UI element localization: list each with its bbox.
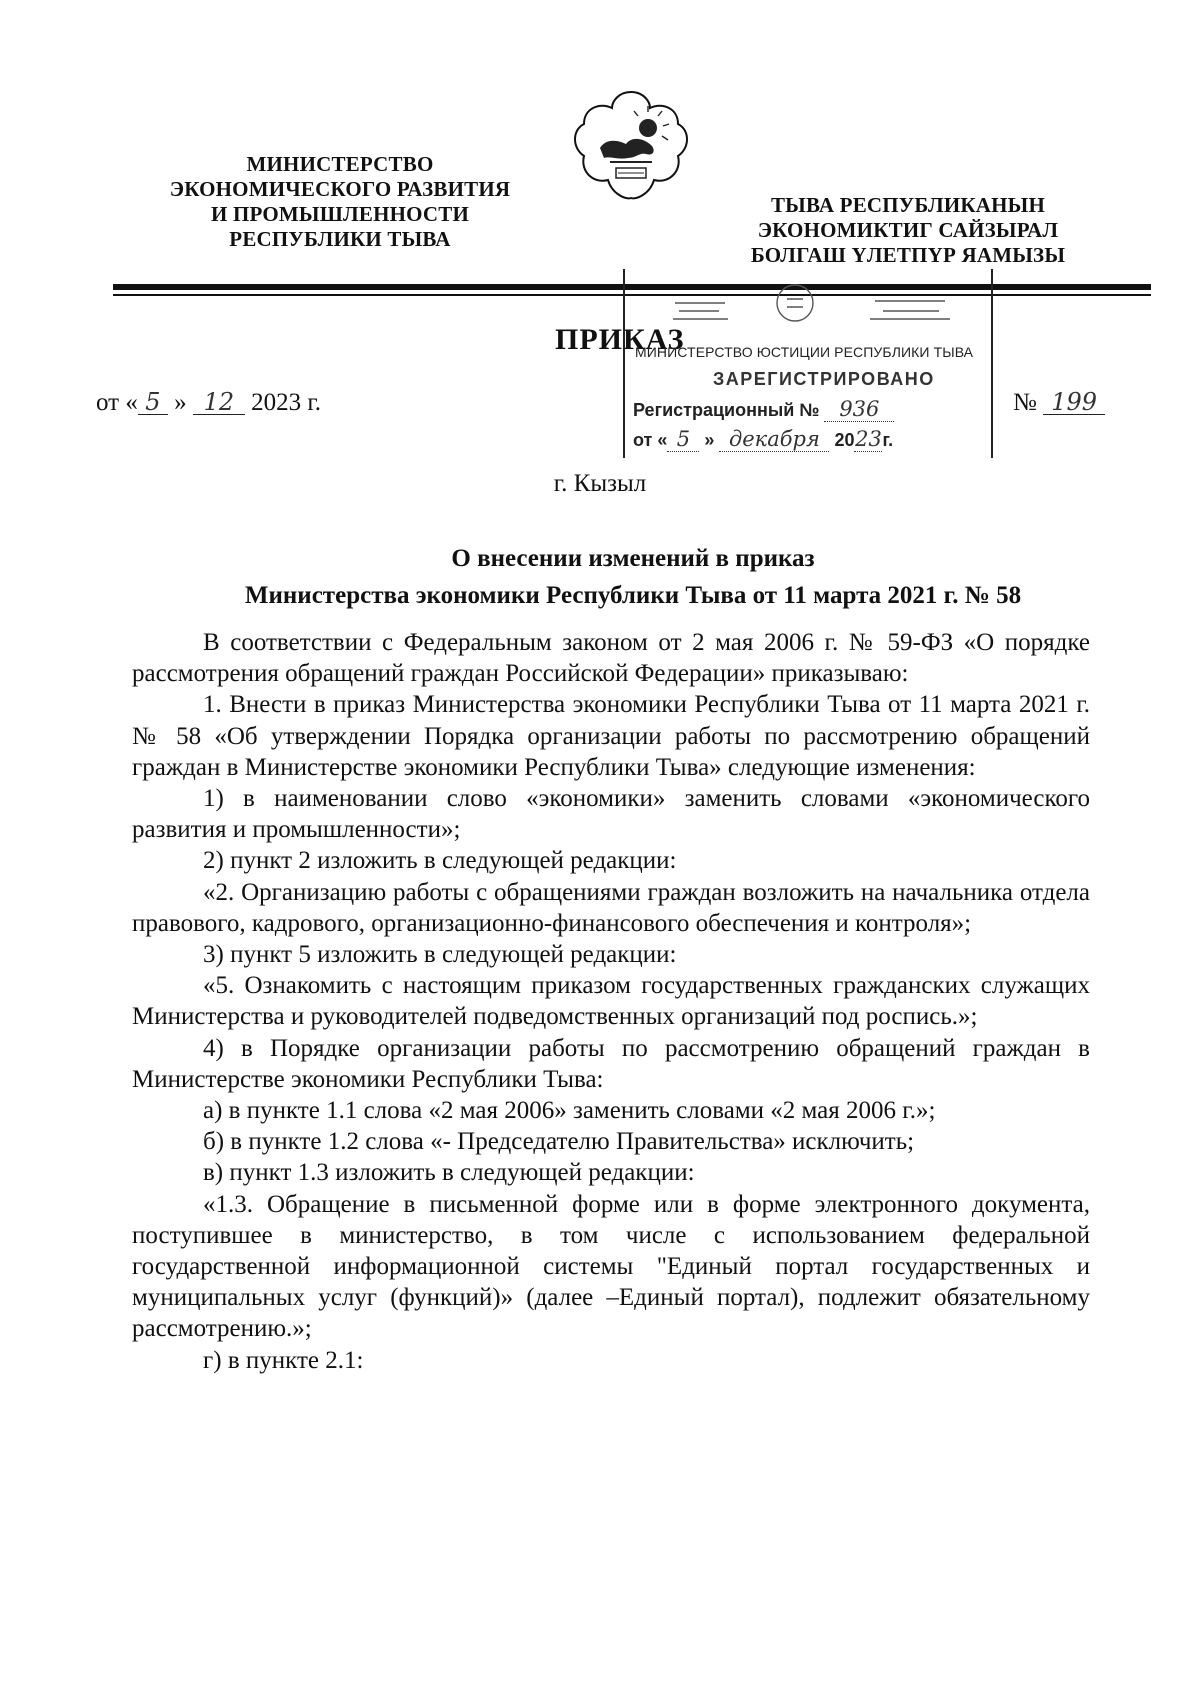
paragraph: в) пункт 1.3 изложить в следующей редакции: — [203, 1159, 695, 1187]
ministry-line: И ПРОМЫШЛЕННОСТИ — [210, 202, 470, 226]
stamp-date-end: г. — [882, 430, 894, 450]
order-city: г. Кызыл — [553, 470, 647, 497]
date-month: 12 — [193, 390, 245, 415]
paragraph: 1) в наименовании слово «экономики» заменить словами «экономического развития и промышленности»; — [132, 785, 1090, 844]
title-line-1: О внесении изменений в приказ — [451, 545, 815, 572]
paragraph: 1. Внести в приказ Министерства экономики Республики Тыва от 11 марта 2021 г. № 58 «Об утверждении Порядка организации работы по рассмотрению обращений граждан в Министерстве экономики Республики Тыва» следующие изменения: — [132, 691, 1090, 781]
stamp-date-row: от « 5 » декабря 2023г. — [633, 427, 894, 451]
ministry-name-tyv — [728, 193, 1088, 268]
tuva-emblem-icon — [566, 86, 696, 206]
paragraph: а) в пункте 1.1 слова «2 мая 2006» заменить словами «2 мая 2006 г.»; — [203, 1097, 936, 1125]
number-prefix: № — [1013, 389, 1037, 416]
paragraph: «1.3. Обращение в письменной форме или в форме электронного документа, поступившее в министерство, в том числе с использованием федеральной государственной информационной системы "Единый портал государственных и муниципальных услуг (функций)» (далее –Единый портал), подлежит обязательному рассмотрению.»; — [132, 1190, 1090, 1343]
paragraph: б) в пункте 1.2 слова «- Председателю Правительства» исключить; — [203, 1128, 915, 1156]
ministry-line: ЭКОНОМИКТИГ САЙЗЫРАЛ — [757, 218, 1059, 242]
ministry-line: МИНИСТЕРСТВО — [246, 152, 434, 176]
registration-stamp — [623, 269, 993, 458]
title-line-2: Министерства экономики Республики Тыва от 11 марта 2021 г. № 58 — [244, 582, 1022, 609]
stamp-date-year-prefix: 20 — [834, 430, 855, 450]
document-body — [132, 627, 1090, 1376]
ministry-line: ЭКОНОМИЧЕСКОГО РАЗВИТИЯ — [169, 177, 511, 201]
order-date — [96, 389, 321, 417]
stamp-seal-icon — [655, 281, 975, 329]
order-number — [1013, 389, 1105, 417]
ministry-line: БОЛГАШ ҮЛЕТПҮР ЯАМЫЗЫ — [750, 243, 1066, 267]
ministry-name-ru — [140, 152, 540, 252]
stamp-reg-number-row — [633, 397, 894, 422]
stamp-date-day: 5 — [667, 427, 699, 452]
date-year: 2023 г. — [251, 389, 322, 416]
paragraph: В соответствии с Федеральным законом от 2 мая 2006 г. № 59-ФЗ «О порядке рассмотрения обращений граждан Российской Федерации» приказываю: — [132, 629, 1090, 688]
paragraph: 3) пункт 5 изложить в следующей редакции: — [203, 941, 677, 969]
date-day: 5 — [138, 390, 168, 415]
stamp-registered: ЗАРЕГИСТРИРОВАНО — [713, 369, 935, 389]
stamp-reg-number: 936 — [824, 397, 894, 422]
stamp-date-prefix: от « — [633, 430, 668, 450]
stamp-ministry: МИНИСТЕРСТВО ЮСТИЦИИ РЕСПУБЛИКИ ТЫВА — [635, 344, 974, 360]
date-prefix: от « — [96, 389, 138, 416]
number-value: 199 — [1043, 390, 1105, 415]
ministry-line: ТЫВА РЕСПУБЛИКАНЫН — [770, 193, 1046, 217]
ministry-line: РЕСПУБЛИКИ ТЫВА — [229, 227, 451, 251]
paragraph: г) в пункте 2.1: — [203, 1346, 364, 1374]
paragraph: 2) пункт 2 изложить в следующей редакции: — [203, 847, 677, 875]
paragraph: «2. Организацию работы с обращениями граждан возложить на начальника отдела правового, кадрового, организационно-финансового обеспечения и контроля»; — [132, 878, 1090, 937]
paragraph: «5. Ознакомить с настоящим приказом государственных гражданских служащих Министерства и руководителей подведомственных организаций под роспись.»; — [132, 972, 1090, 1031]
document-title — [113, 540, 1153, 614]
stamp-date-year: 23 — [855, 427, 882, 451]
paragraph: 4) в Порядке организации работы по рассмотрению обращений граждан в Министерстве экономики Республики Тыва: — [132, 1034, 1090, 1093]
stamp-date-month: декабря — [719, 427, 829, 452]
order-title: ПРИКАЗ — [555, 323, 685, 356]
date-mid: » — [174, 389, 187, 416]
stamp-reg-label: Регистрационный № — [633, 400, 820, 420]
